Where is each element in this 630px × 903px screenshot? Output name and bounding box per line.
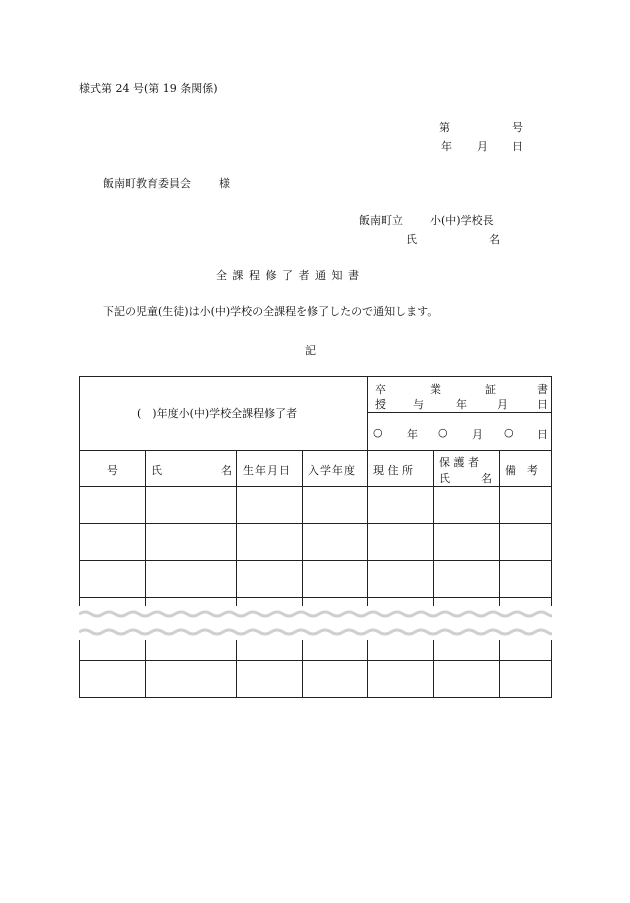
doc-number-go: 号: [512, 121, 523, 134]
header-name-mei: 名: [221, 464, 232, 477]
table-top-left-caption: ( )年度小(中)学校全課程修了者: [137, 407, 298, 420]
doc-date-day: 日: [512, 140, 523, 153]
sender-mei: 名: [489, 233, 500, 246]
header-guardian-top: 保 護 者: [439, 456, 479, 469]
roster-table: [79, 376, 552, 698]
document-title: 全 課 程 修 了 者 通 知 書: [216, 269, 359, 282]
cert-char-3: 証: [485, 383, 496, 396]
ki-label: 記: [305, 344, 316, 357]
date-year-label: 年: [407, 428, 418, 441]
date-circle-year: ○: [373, 426, 383, 439]
body-text: 下記の児童(生徒)は小(中)学校の全課程を修了したので通知します。: [103, 305, 439, 318]
addressee-honorific: 様: [219, 177, 230, 190]
award-char-4: 月: [497, 398, 508, 411]
doc-date-month: 月: [477, 140, 488, 153]
table-row: [80, 561, 551, 597]
table-row: [80, 524, 551, 560]
header-address: 現 住 所: [373, 464, 413, 477]
sender-shi: 氏: [406, 233, 417, 246]
sender-school-title: 小(中)学校長: [430, 214, 494, 227]
date-month-label: 月: [472, 428, 483, 441]
award-char-1: 授: [375, 398, 386, 411]
header-number: 号: [107, 464, 118, 477]
date-circle-month: ○: [438, 426, 448, 439]
addressee-name: 飯南町教育委員会: [103, 177, 191, 190]
cert-char-4: 書: [537, 383, 548, 396]
cert-char-1: 卒: [375, 383, 386, 396]
date-day-label: 日: [537, 428, 548, 441]
award-char-5: 日: [537, 398, 548, 411]
award-char-3: 年: [456, 398, 467, 411]
doc-date-year: 年: [441, 140, 452, 153]
sender-town: 飯南町立: [359, 214, 403, 227]
header-name-shi: 氏: [151, 464, 162, 477]
doc-number-dai: 第: [439, 121, 450, 134]
date-circle-day: ○: [504, 426, 514, 439]
table-row: [80, 487, 551, 523]
header-entry-year: 入学年度: [308, 464, 356, 477]
award-char-2: 与: [413, 398, 424, 411]
cert-char-2: 業: [430, 383, 441, 396]
header-remarks: 備 考: [505, 464, 538, 477]
table-row: [80, 661, 551, 697]
form-reference: 様式第 24 号(第 19 条関係): [79, 82, 218, 95]
header-guardian-mei: 名: [481, 472, 492, 485]
header-birthdate: 生年月日: [243, 464, 291, 477]
header-guardian-shi: 氏: [439, 472, 450, 485]
